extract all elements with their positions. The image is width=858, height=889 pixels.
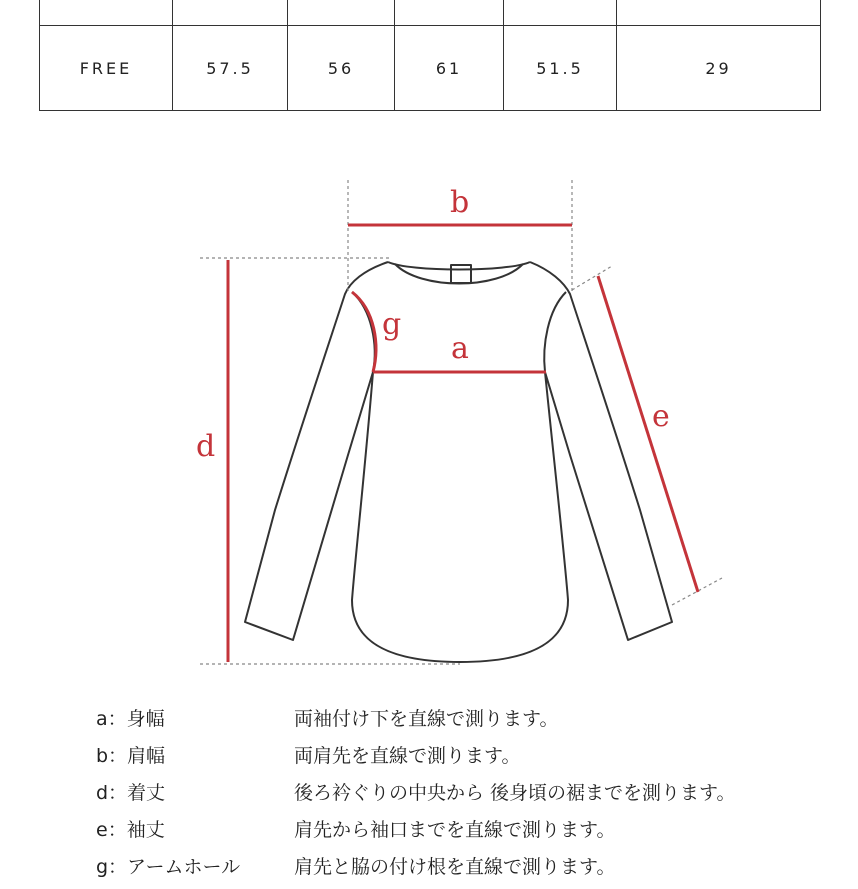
guide-line [572, 266, 612, 290]
legend-row [96, 815, 836, 852]
label-g: g [382, 307, 402, 342]
legend-key: a：身幅 [96, 708, 165, 730]
legend-key: g：アームホール [96, 856, 241, 878]
size-cell: FREE [40, 26, 173, 111]
legend-key: b：肩幅 [96, 745, 166, 767]
garment-body-outline [245, 262, 672, 662]
label-d: d [196, 429, 216, 464]
legend-row [96, 778, 836, 815]
legend-key: e：袖丈 [96, 819, 165, 841]
neck-label-tag [451, 265, 471, 283]
legend-desc: 両肩先を直線で測ります。 [294, 745, 521, 767]
value-cell: 29 [617, 26, 821, 111]
legend-row [96, 741, 836, 778]
right-armhole-seam [544, 292, 566, 372]
legend-desc: 後ろ衿ぐりの中央から 後身頃の裾までを測ります。 [294, 782, 736, 804]
measure-line-e [598, 276, 698, 592]
legend-desc: 両袖付け下を直線で測ります。 [294, 708, 559, 730]
value-cell: 51.5 [504, 26, 617, 111]
legend-key: d：着丈 [96, 782, 166, 804]
legend-desc: 肩先から袖口までを直線で測ります。 [294, 819, 616, 841]
label-e: e [652, 399, 670, 434]
legend-desc: 肩先と脇の付け根を直線で測ります。 [294, 856, 616, 878]
measurement-legend [96, 704, 836, 889]
value-cell: 56 [288, 26, 395, 111]
label-a: a [451, 331, 469, 366]
legend-row [96, 704, 836, 741]
label-b: b [450, 185, 470, 220]
garment-outline [245, 262, 672, 662]
value-cell: 61 [395, 26, 504, 111]
measurement-lines [228, 225, 698, 662]
value-cell: 57.5 [173, 26, 288, 111]
